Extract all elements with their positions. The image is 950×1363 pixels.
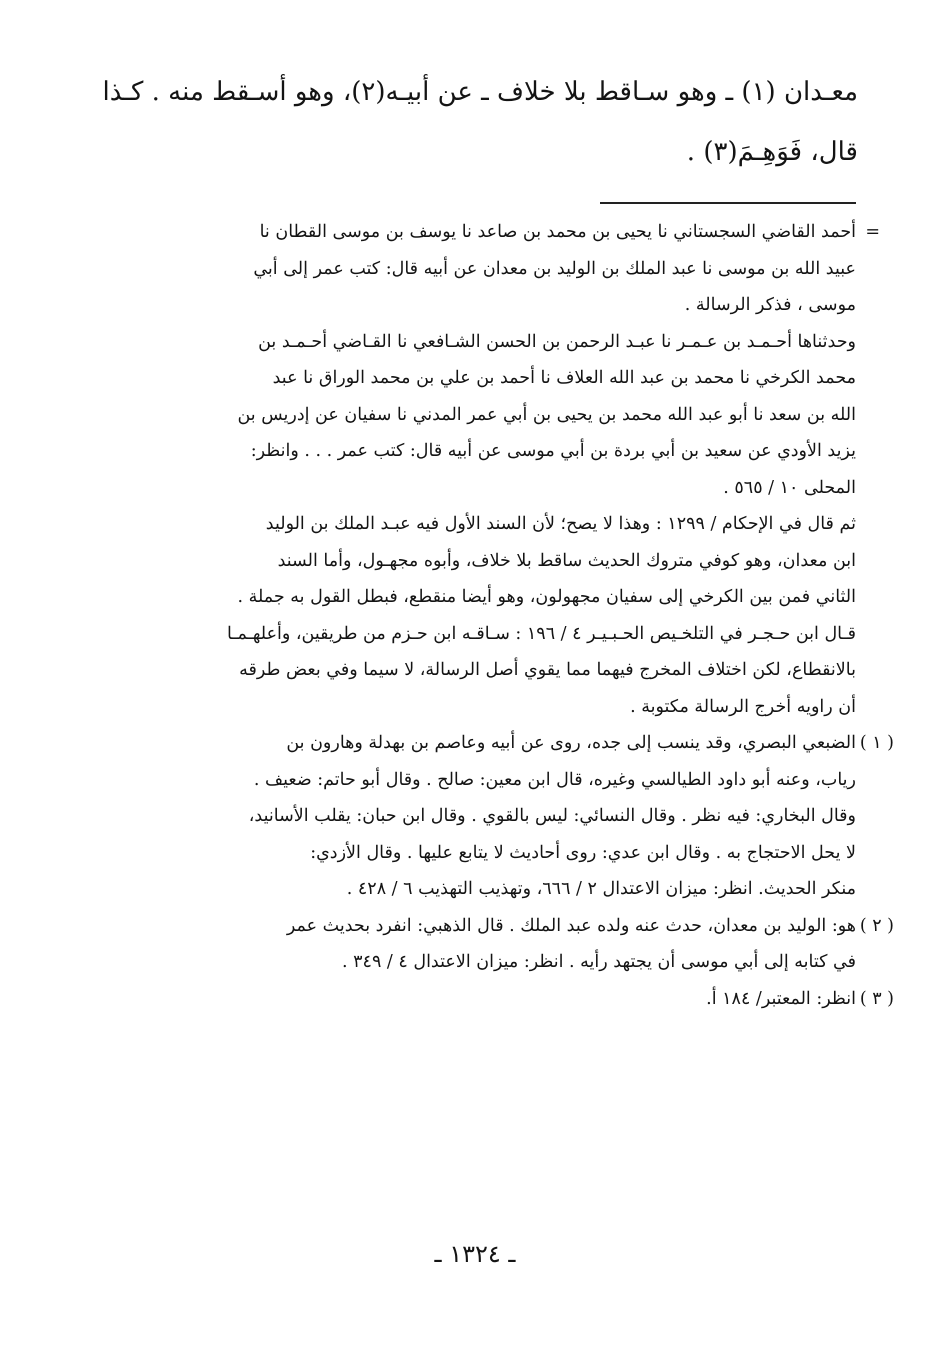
footnote-line: موسى ، فذكر الرسالة .	[684, 295, 856, 315]
main-text-line: معـدان (١) ـ وهو سـاقط بلا خلاف ـ عن أبيـه(٢)، وهو أسـقط منه . كـذا	[102, 77, 858, 107]
footnote-line: رياب، وعنه أبو داود الطيالسي وغيره، قال ابن معين: صالح . وقال أبو حاتم: ضعيف .	[253, 769, 856, 790]
footnote-line: انظر: المعتبر/ ١٨٤ أ.	[706, 988, 856, 1009]
footnote-line: أحمد القاضي السجستاني نا يحيى بن محمد بن صاعد نا يوسف بن موسى القطان نا	[259, 222, 856, 242]
footnote-line: في كتابه إلى أبي موسى أن يجتهد رأيه . انظر: ميزان الاعتدال ٤ / ٣٤٩ .	[342, 952, 856, 972]
footnote-2	[112, 908, 894, 981]
footnote-line: وقال البخاري: فيه نظر . وقال النسائي: ليس بالقوي . وقال ابن حبان: يقلب الأسانيد،	[248, 806, 856, 826]
page-number: ـ ١٣٢٤ ـ	[434, 1240, 516, 1268]
footnote-line: الثاني فمن بين الكرخي إلى سفيان مجهولون، وهو أيضا منقطع، فبطل القول به جملة .	[237, 587, 856, 607]
continued-footnote	[112, 214, 880, 725]
continuation-marker: =	[865, 222, 880, 242]
footnote-1	[112, 725, 894, 908]
footnote-line: هو: الوليد بن معدان، حدث عنه ولده عبد الملك . قال الذهبي: انفرد بحديث عمر	[286, 915, 856, 936]
footnote-line: الله بن سعد نا أبو عبد الله محمد بن يحيى بن أبي عمر المدني نا سفيان عن إدريس بن	[237, 404, 856, 425]
footnote-line: وحدثناها أحـمـد بن عـمـر نا عبـد الرحمن بن الحسن الشـافعي نا القـاضي أحـمـد بن	[258, 331, 856, 352]
footnote-line: الضبعي البصري، وقد ينسب إلى جده، روى عن أبيه وعاصم بن بهدلة وهارون بن	[286, 733, 856, 753]
footnotes-area	[112, 214, 894, 1017]
footnote-marker: ( ١ )	[859, 733, 894, 753]
footnote-line: يزيد الأودي عن سعيد بن أبي بردة بن أبي موسى عن أبيه قال: كتب عمر . . . وانظر:	[250, 441, 856, 461]
footnote-separator	[600, 202, 856, 204]
footnote-line: أن راويه أخرج الرسالة مكتوبة .	[630, 696, 856, 717]
footnote-line: منكر الحديث. انظر: ميزان الاعتدال ٢ / ٦٦٦، وتهذيب التهذيب ٦ / ٤٢٨ .	[346, 879, 856, 899]
footnote-3	[112, 981, 894, 1018]
footnote-line: ابن معدان، وهو كوفي متروك الحديث ساقط بلا خلاف، وأبوه مجهـول، وأما السند	[277, 550, 856, 571]
footnote-line: محمد الكرخي نا محمد بن عبد الله العلاف نا أحمد بن علي بن محمد الوراق نا عبد	[272, 368, 856, 388]
footnote-line: قـال ابن حـجـر في التلخـيص الحـبـيـر ٤ / ١٩٦ : سـاقـه ابن حـزم من طريقين، وأعلهـمـا	[227, 623, 856, 644]
footnote-line: ثم قال في الإحكام / ١٢٩٩ : وهذا لا يصح؛ لأن السند الأول فيه عبـد الملك بن الوليد	[265, 514, 856, 534]
footnote-line: بالانقطاع، لكن اختلاف المخرج فيهما مما يقوي أصل الرسالة، لا سيما وفي بعض طرقه	[239, 660, 856, 680]
footnote-marker: ( ٣ )	[859, 988, 894, 1009]
footnote-line: المحلى ١٠ / ٥٦٥ .	[723, 477, 856, 498]
main-text	[92, 62, 858, 182]
footnote-line: لا يحل الاحتجاج به . وقال ابن عدي: روى أحاديث لا يتابع عليها . وقال الأزدي:	[310, 842, 856, 863]
main-text-line: قال، فَوَهِـمَ(٣) .	[686, 137, 858, 167]
footnote-marker: ( ٢ )	[859, 915, 894, 936]
footnote-line: عبيد الله بن موسى نا عبد الملك بن الوليد بن معدان عن أبيه قال: كتب عمر إلى أبي	[253, 258, 856, 279]
